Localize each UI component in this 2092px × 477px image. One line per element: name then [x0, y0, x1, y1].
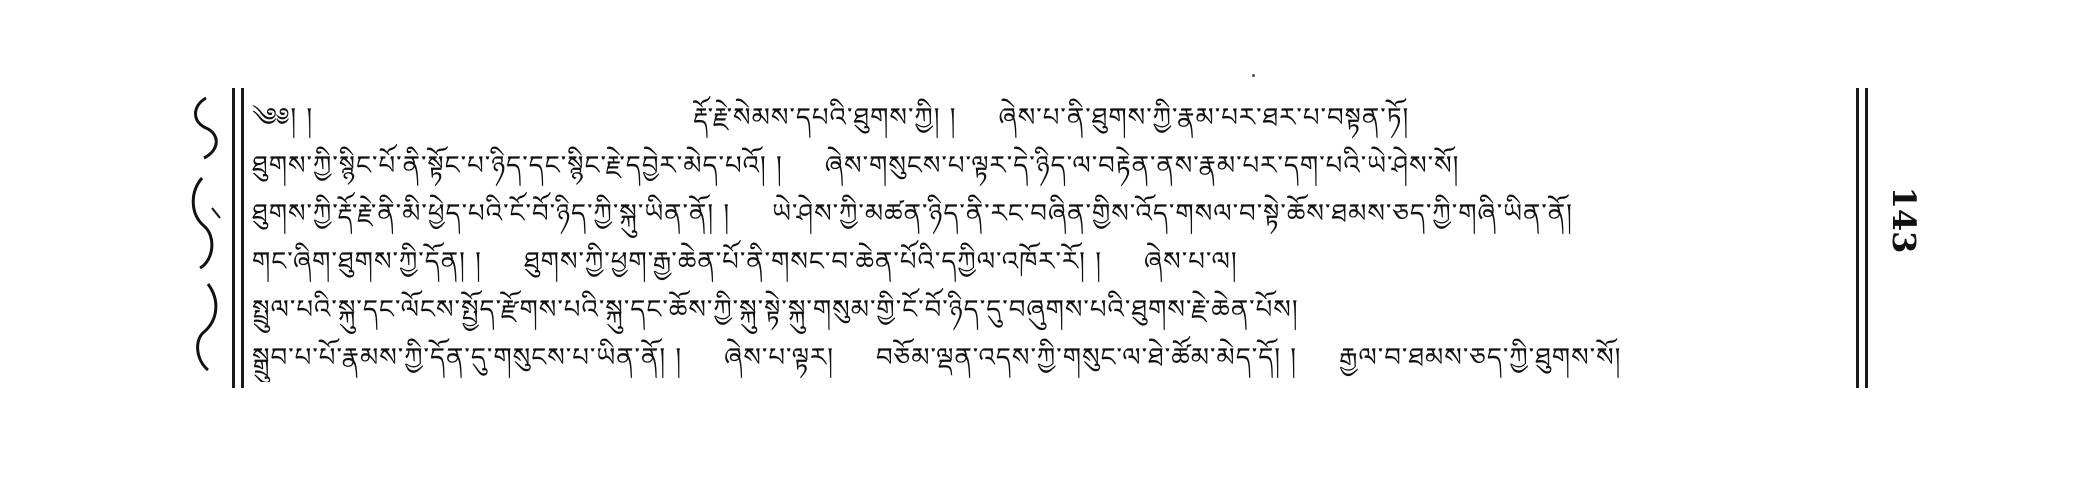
opening-mark: ༄༅། ། [252, 103, 314, 133]
text-line-5 [252, 286, 1848, 334]
line-segment: ཞེས་པ་ནི་ཐུགས་ཀྱི་རྣམ་པར་ཐར་པ་བསྟན་ཏོ། [998, 103, 1410, 133]
line-segment: ཐུགས་ཀྱི་སྙིང་པོ་ནི་སྟོང་པ་ཉིད་དང་སྙིང་རྗེ་དབྱེར་མེད་པའོ། ། [252, 151, 783, 181]
text-line-2 [252, 142, 1848, 190]
folio-number: 143 [1885, 186, 1923, 254]
text-line-4 [252, 238, 1848, 286]
right-border-inner [1856, 88, 1859, 388]
margin-flourish-icon [186, 88, 226, 388]
left-border-outer [232, 88, 235, 388]
ink-speck [1252, 74, 1255, 77]
line-segment: རྒྱལ་བ་ཐམས་ཅད་ཀྱི་ཐུགས་སོ། [1339, 343, 1622, 373]
line-segment: ཡེ་ཤེས་ཀྱི་མཚན་ཉིད་ནི་རང་བཞིན་གྱིས་འོད་གསལ་བ་སྟེ་ཆོས་ཐམས་ཅད་ཀྱི་གཞི་ཡིན་ནོ། [772, 199, 1573, 229]
line-segment: བཅོམ་ལྡན་འདས་ཀྱི་གསུང་ལ་ཐེ་ཚོམ་མེད་དོ། ། [876, 343, 1298, 373]
line-segment: ཐུགས་ཀྱི་ཕྱག་རྒྱ་ཆེན་པོ་ནི་གསང་བ་ཆེན་པོའི་དཀྱིལ་འཁོར་རོ། ། [523, 247, 1102, 277]
text-lines [252, 94, 1848, 384]
line-segment: སྒྲུབ་པ་པོ་རྣམས་ཀྱི་དོན་དུ་གསུངས་པ་ཡིན་ནོ། ། [252, 343, 683, 373]
line-segment: གང་ཞིག་ཐུགས་ཀྱི་དོན། ། [252, 247, 482, 277]
line-segment: ཞེས་པ་ལ། [1143, 247, 1238, 277]
text-line-6 [252, 334, 1848, 382]
text-frame [232, 88, 1868, 388]
line-segment: རྡོ་རྗེ་སེམས་དཔའི་ཐུགས་ཀྱི། ། [693, 103, 957, 133]
line-segment: ཐུགས་ཀྱི་རྡོ་རྗེ་ནི་མི་ཕྱེད་པའི་ངོ་བོ་ཉིད་ཀྱི་སྐུ་ཡིན་ནོ། ། [252, 199, 731, 229]
folio-number-box [1880, 160, 1928, 280]
line-segment: ཞེས་པ་ལྟར། [724, 343, 835, 373]
left-border-inner [241, 88, 244, 388]
line-segment: ཞེས་གསུངས་པ་ལྟར་དེ་ཉིད་ལ་བརྟེན་ནས་རྣམ་པར་དག་པའི་ཡེ་ཤེས་སོ། [824, 151, 1460, 181]
right-border-outer [1865, 88, 1868, 388]
line-segment: སྤྲུལ་པའི་སྐུ་དང་ལོངས་སྤྱོད་རྫོགས་པའི་སྐུ་དང་ཆོས་ཀྱི་སྐུ་སྟེ་སྐུ་གསུམ་གྱི་ངོ་བོ་ཉིད་དུ་བཞུགས་པའི་ཐུགས་རྗེ་ཆེན་པོས། [252, 295, 1299, 325]
text-line-3 [252, 190, 1848, 238]
text-line-1 [252, 94, 1848, 142]
